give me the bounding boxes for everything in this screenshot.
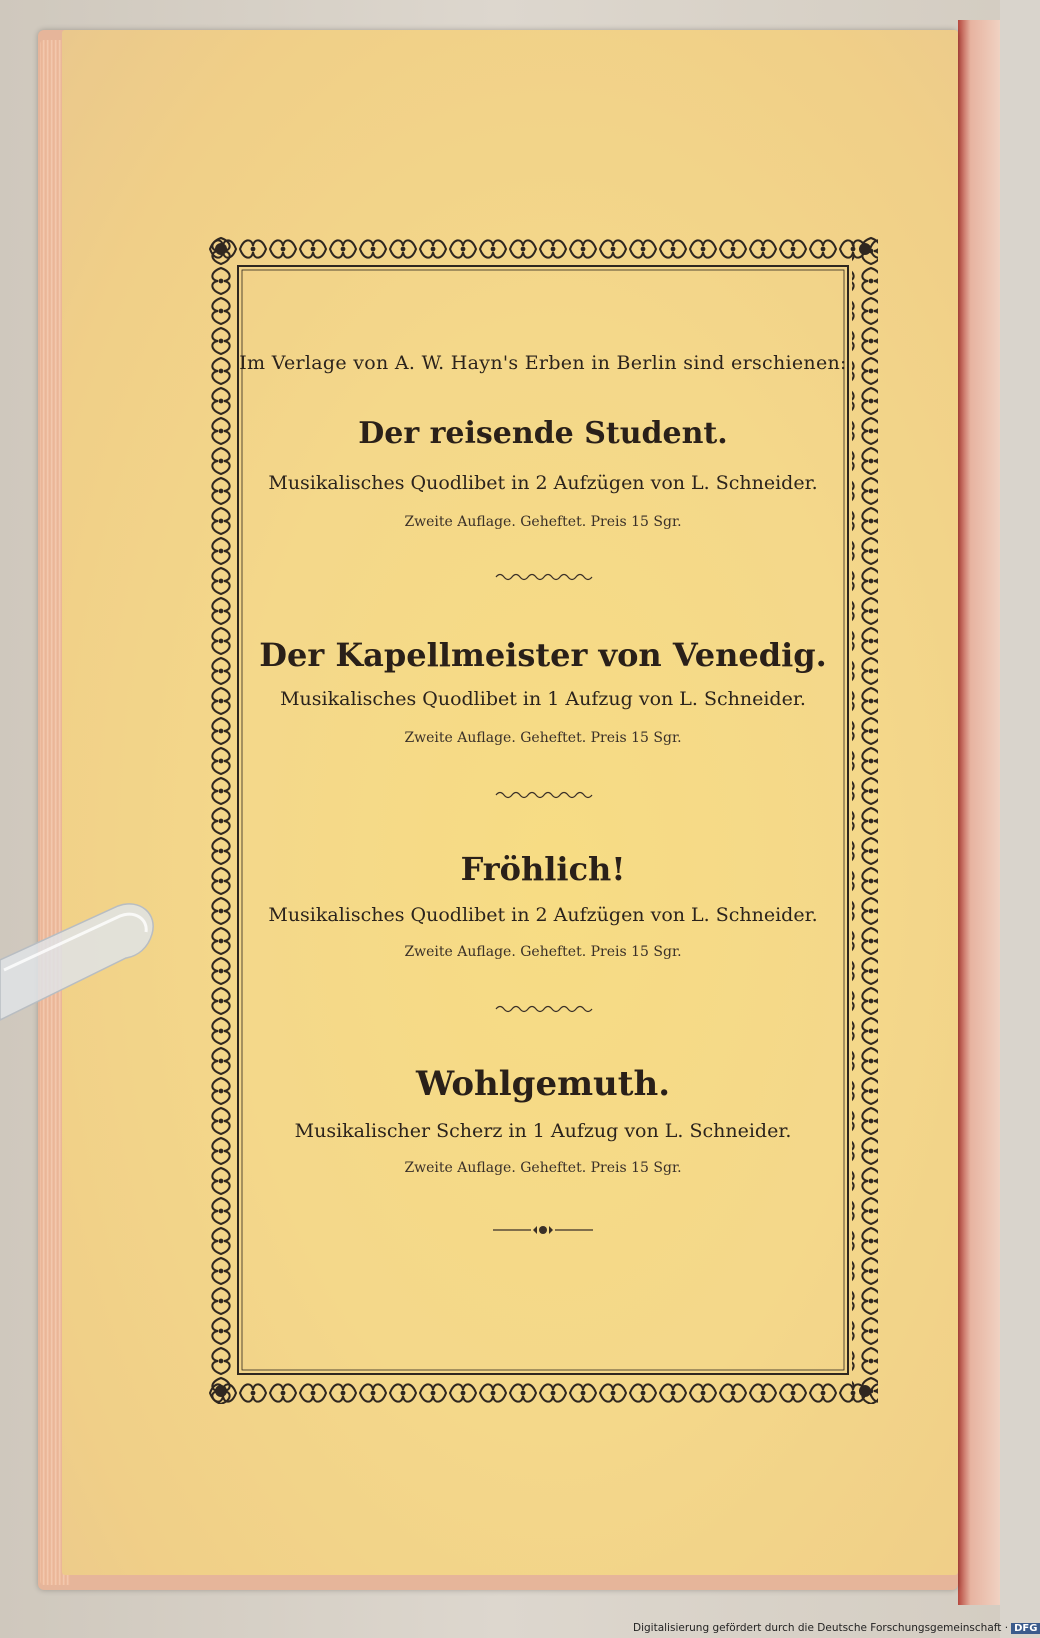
entry-edition: Zweite Auflage. Geheftet. Preis 15 Sgr. — [404, 514, 682, 530]
wavy-separator — [496, 572, 592, 582]
wavy-separator — [496, 1004, 592, 1014]
wavy-separator — [496, 790, 592, 800]
entry-title: Der reisende Student. — [358, 416, 728, 451]
footer-credit — [633, 1622, 1038, 1638]
entry-title: Wohlgemuth. — [415, 1064, 671, 1104]
dfg-logo: DFG — [1011, 1623, 1040, 1634]
page-clip — [0, 900, 160, 1030]
entry-subtitle: Musikalisches Quodlibet in 2 Aufzügen von L. Schneider. — [268, 472, 818, 494]
book-right-edge — [958, 20, 1000, 1605]
entry-subtitle: Musikalisches Quodlibet in 1 Aufzug von L. Schneider. — [280, 688, 806, 710]
end-ornament — [493, 1223, 593, 1237]
advertisement-content — [238, 268, 848, 1368]
publisher-line: Im Verlage von A. W. Hayn's Erben in Berlin sind erschienen: — [239, 352, 847, 374]
entry-edition: Zweite Auflage. Geheftet. Preis 15 Sgr. — [404, 730, 682, 746]
entry-title: Fröhlich! — [460, 850, 626, 888]
entry-subtitle: Musikalischer Scherz in 1 Aufzug von L. Schneider. — [294, 1120, 792, 1142]
footer-text: Digitalisierung gefördert durch die Deutsche Forschungsgemeinschaft · — [633, 1622, 1009, 1634]
entry-edition: Zweite Auflage. Geheftet. Preis 15 Sgr. — [404, 944, 682, 960]
entry-subtitle: Musikalisches Quodlibet in 2 Aufzügen von L. Schneider. — [268, 904, 818, 926]
entry-edition: Zweite Auflage. Geheftet. Preis 15 Sgr. — [404, 1160, 682, 1176]
entry-title: Der Kapellmeister von Venedig. — [259, 636, 827, 674]
